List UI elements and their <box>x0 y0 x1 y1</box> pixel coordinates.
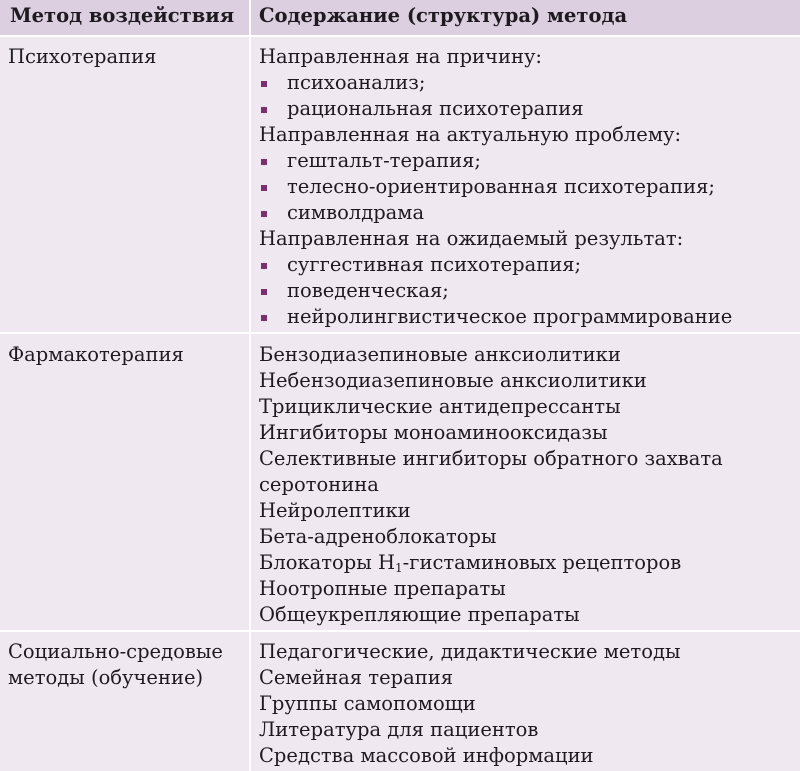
group-heading: Направленная на актуальную проблему: <box>259 123 682 146</box>
square-bullet-icon <box>261 315 267 321</box>
drug-line: Ноотропные препараты <box>259 577 506 600</box>
list-item: телесно-ориентированная психотерапия; <box>259 174 792 200</box>
content-line: Семейная терапия <box>259 666 454 689</box>
drug-line-blockers: Блокаторы $H_1$-гистаминовых рецепторов <box>259 551 682 575</box>
list-item: нейролингвистическое программирование <box>259 304 792 330</box>
drug-line: Бета-адреноблокаторы <box>259 525 497 548</box>
group-heading: Направленная на причину: <box>259 45 542 68</box>
method-name: Фармакотерапия <box>8 343 184 366</box>
drug-line: Бензодиазепиновые анксиолитики <box>259 343 621 366</box>
drug-line: Ингибиторы моноаминооксидазы <box>259 421 608 444</box>
content-cell <box>250 36 800 333</box>
square-bullet-icon <box>261 185 267 191</box>
subscript: 1 <box>395 561 403 575</box>
table-header-row <box>0 0 800 36</box>
group-heading: Направленная на ожидаемый результат: <box>259 227 684 250</box>
header-content: Содержание (структура) метода <box>250 0 800 36</box>
square-bullet-icon <box>261 211 267 217</box>
header-method: Метод воздействия <box>0 0 250 36</box>
list-item: поведенческая; <box>259 278 792 304</box>
method-name-line: Социально-средовые <box>8 640 223 663</box>
drug-line: Селективные ингибиторы обратного захвата <box>259 447 723 470</box>
list-item: психоанализ; <box>259 70 792 96</box>
square-bullet-icon <box>261 159 267 165</box>
method-cell <box>0 36 250 333</box>
content-line: Литература для пациентов <box>259 718 539 741</box>
method-cell <box>0 333 250 631</box>
square-bullet-icon <box>261 289 267 295</box>
list-item: рациональная психотерапия <box>259 96 792 122</box>
table-row <box>0 36 800 333</box>
method-cell <box>0 631 250 771</box>
content-cell <box>250 333 800 631</box>
drug-line: Общеукрепляющие препараты <box>259 603 580 626</box>
content-line: Средства массовой информации <box>259 744 594 767</box>
drug-line: Трициклические антидепрессанты <box>259 395 621 418</box>
content-line: Группы самопомощи <box>259 692 476 715</box>
drug-line: Нейролептики <box>259 499 411 522</box>
drug-line: серотонина <box>259 473 379 496</box>
table-row <box>0 333 800 631</box>
drug-line: Небензодиазепиновые анксиолитики <box>259 369 647 392</box>
content-cell <box>250 631 800 771</box>
square-bullet-icon <box>261 263 267 269</box>
square-bullet-icon <box>261 107 267 113</box>
content-line: Педагогические, дидактические методы <box>259 640 681 663</box>
square-bullet-icon <box>261 81 267 87</box>
method-name-line: методы (обучение) <box>8 666 204 689</box>
method-name: Психотерапия <box>8 45 157 68</box>
list-item: символдрама <box>259 200 792 226</box>
list-item: гештальт-терапия; <box>259 148 792 174</box>
list-item: суггестивная психотерапия; <box>259 252 792 278</box>
table-row <box>0 631 800 771</box>
